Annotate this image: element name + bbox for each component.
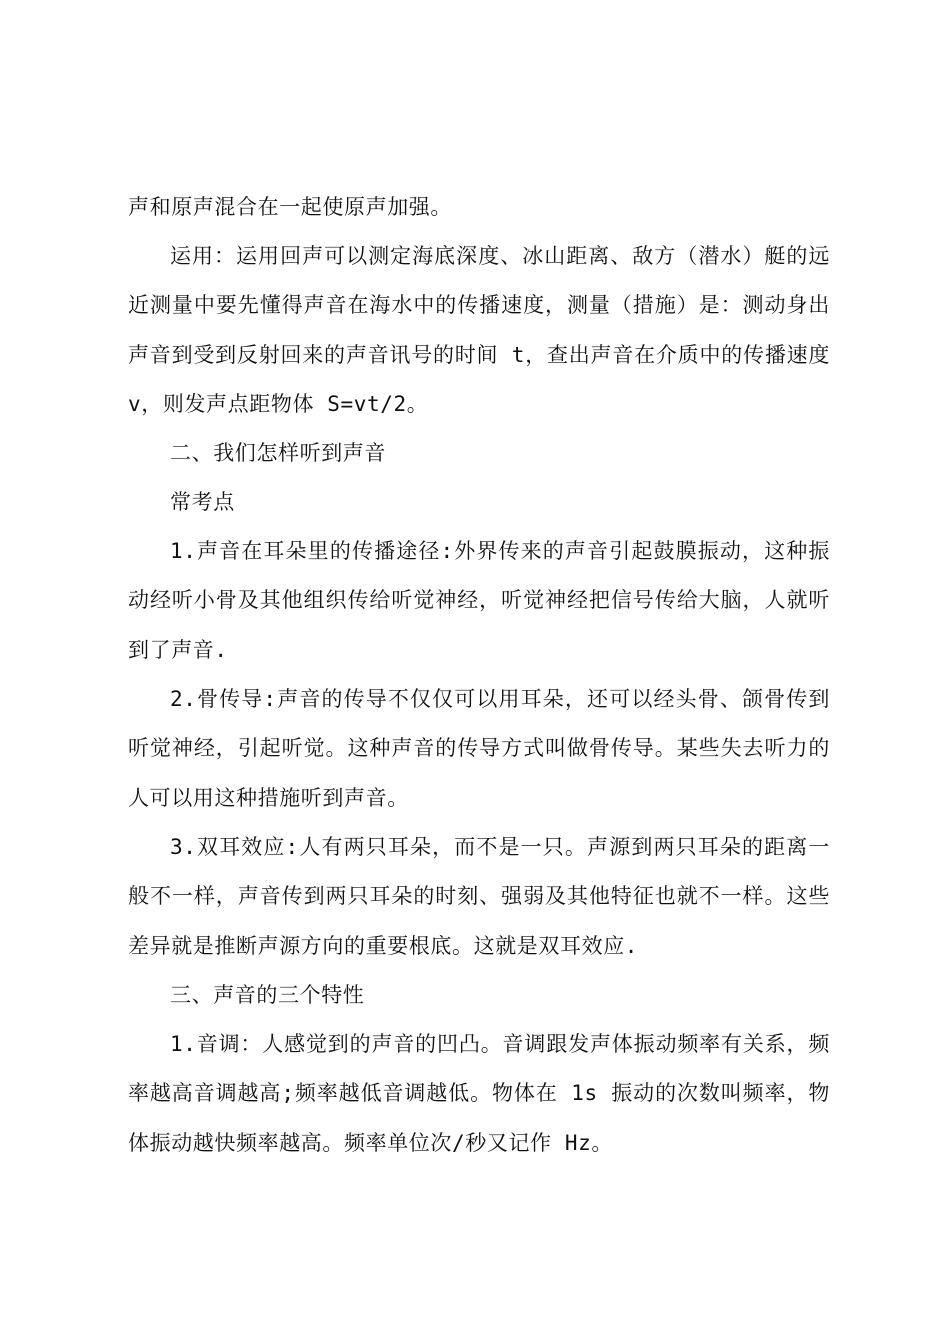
paragraph-binaural-effect: 3.双耳效应:人有两只耳朵，而不是一只。声源到两只耳朵的距离一般不一样，声音传到两只耳朵的时刻、强弱及其他特征也就不一样。这些差异就是推断声源方向的重要根底。这就是双耳效应. [128,835,830,958]
paragraph-bone-conduction: 2.骨传导:声音的传导不仅仅可以用耳朵，还可以经头骨、颌骨传到听觉神经，引起听觉。这种声音的传导方式叫做骨传导。某些失去听力的人可以用这种措施听到声音。 [128,687,830,810]
paragraph-continuation: 声和原声混合在一起使原声加强。 [128,195,452,219]
section-heading-sound-characteristics: 三、声音的三个特性 [170,983,365,1007]
paragraph-ear-pathway: 1.声音在耳朵里的传播途径:外界传来的声音引起鼓膜振动，这种振动经听小骨及其他组织传给听觉神经，听觉神经把信号传给大脑，人就听到了声音. [128,539,830,662]
paragraph-pitch: 1.音调：人感觉到的声音的凹凸。音调跟发声体振动频率有关系，频率越高音调越高;频率越低音调越低。物体在 1s 振动的次数叫频率，物体振动越快频率越高。频率单位次/秒又记作 Hz。 [128,1032,830,1155]
subheading-key-points: 常考点 [170,490,235,514]
section-heading-hearing: 二、我们怎样听到声音 [170,441,386,465]
paragraph-echo-application: 运用：运用回声可以测定海底深度、冰山距离、敌方（潜水）艇的远近测量中要先懂得声音在海水中的传播速度，测量（措施）是：测动身出声音到受到反射回来的声音讯号的时间 t，查出声音在介质中的传播速度 v，则发声点距物体 S=vt/2。 [128,244,830,416]
